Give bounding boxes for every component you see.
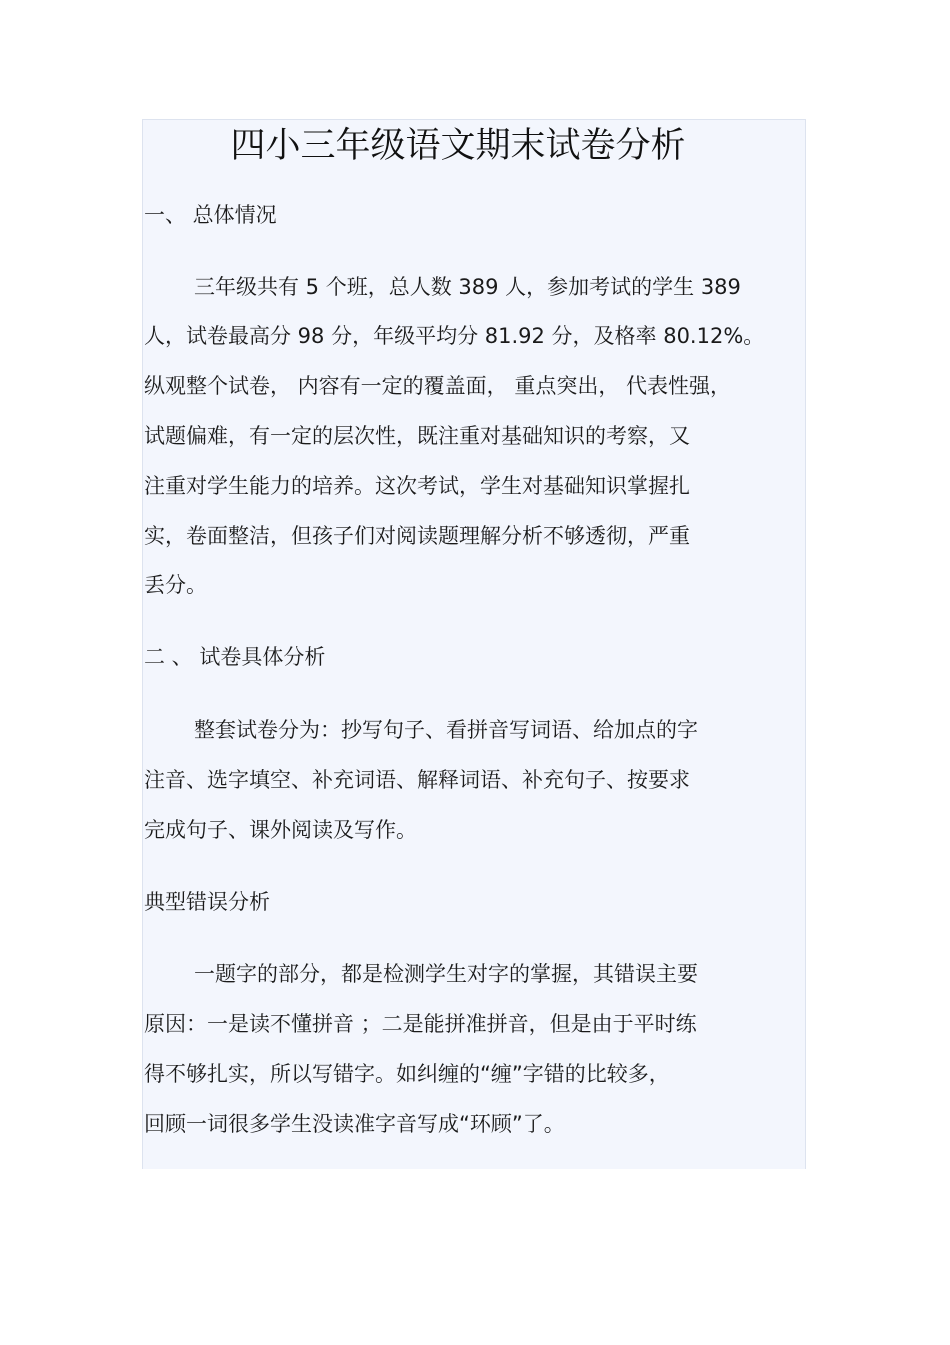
paragraph-line: 丢分。 bbox=[144, 573, 207, 597]
paragraph-line: 三年级共有 5 个班，总人数 389 人，参加考试的学生 389 bbox=[194, 275, 741, 299]
paragraph-line: 完成句子、课外阅读及写作。 bbox=[144, 818, 417, 842]
section-heading-overview: 一、 总体情况 bbox=[144, 203, 277, 227]
section-heading-errors: 典型错误分析 bbox=[144, 890, 270, 914]
paragraph-line: 回顾一词很多学生没读准字音写成“环顾”了。 bbox=[144, 1112, 565, 1136]
section-heading-analysis: 二 、 试卷具体分析 bbox=[144, 645, 326, 669]
paragraph-line: 人，试卷最高分 98 分，年级平均分 81.92 分，及格率 80.12%。 bbox=[144, 324, 765, 348]
paragraph-line: 原因：一是读不懂拼音 ；二是能拼准拼音，但是由于平时练 bbox=[144, 1012, 697, 1036]
paragraph-line: 一题字的部分，都是检测学生对字的掌握，其错误主要 bbox=[194, 962, 698, 986]
document-title: 四小三年级语文期末试卷分析 bbox=[230, 126, 686, 166]
paragraph-line: 注音、选字填空、补充词语、解释词语、补充句子、按要求 bbox=[144, 768, 690, 792]
paragraph-line: 试题偏难，有一定的层次性，既注重对基础知识的考察，又 bbox=[144, 424, 690, 448]
paragraph-line: 整套试卷分为：抄写句子、看拼音写词语、给加点的字 bbox=[194, 718, 698, 742]
paragraph-line: 得不够扎实，所以写错字。如纠缠的“缠”字错的比较多， bbox=[144, 1062, 670, 1086]
paragraph-line: 纵观整个试卷， 内容有一定的覆盖面， 重点突出， 代表性强， bbox=[144, 374, 732, 398]
paragraph-line: 实，卷面整洁，但孩子们对阅读题理解分析不够透彻，严重 bbox=[144, 524, 690, 548]
paragraph-line: 注重对学生能力的培养。这次考试，学生对基础知识掌握扎 bbox=[144, 474, 690, 498]
